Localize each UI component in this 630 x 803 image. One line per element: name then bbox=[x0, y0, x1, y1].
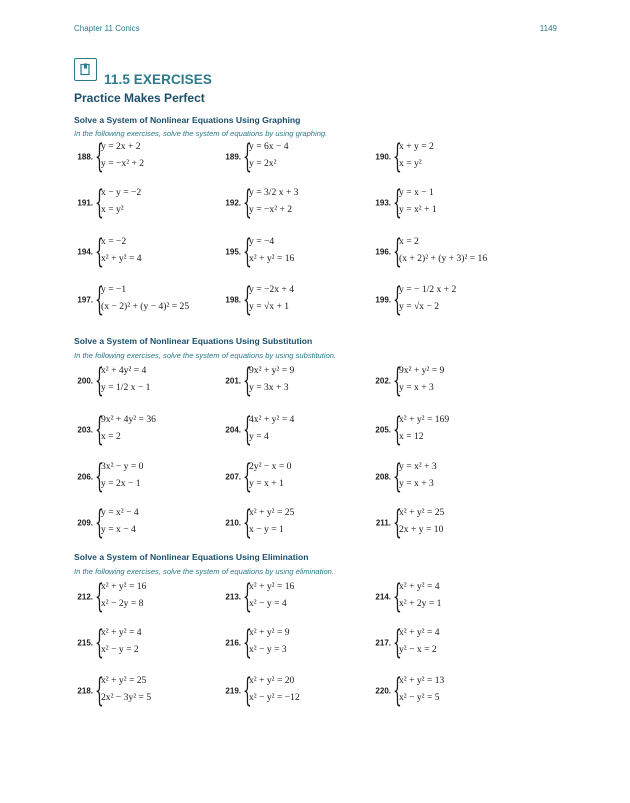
system-brace: { bbox=[243, 136, 252, 175]
problem-number: 216. bbox=[225, 638, 241, 648]
equation: x − y = −2 bbox=[101, 187, 142, 198]
problem-number: 199. bbox=[375, 295, 391, 305]
system-brace: { bbox=[393, 360, 402, 399]
equation: 9x² + y² = 9 bbox=[249, 365, 295, 376]
equation: x² + y² = 25 bbox=[399, 507, 445, 518]
problem-number: 219. bbox=[225, 686, 241, 696]
problem-number: 211. bbox=[375, 518, 391, 528]
equation: x = −2 bbox=[101, 236, 127, 247]
problem-number: 203. bbox=[77, 425, 93, 435]
system-brace: { bbox=[393, 456, 402, 495]
system-brace: { bbox=[393, 622, 402, 661]
equation: x² + y² = 169 bbox=[399, 414, 450, 425]
equation: x² + y² = 20 bbox=[249, 675, 295, 686]
problem-number: 195. bbox=[225, 247, 241, 257]
equation: x² − 2y = 8 bbox=[101, 598, 144, 609]
system-brace: { bbox=[393, 576, 402, 615]
system-brace: { bbox=[243, 670, 252, 709]
problem-number: 220. bbox=[375, 686, 391, 696]
problem-number: 200. bbox=[77, 376, 93, 386]
system-brace: { bbox=[393, 502, 402, 541]
equation: x² − y = 2 bbox=[101, 644, 139, 655]
equation: y = 1/2 x − 1 bbox=[101, 382, 151, 393]
problem-number: 207. bbox=[225, 472, 241, 482]
equation: y = x + 3 bbox=[399, 382, 434, 393]
system-brace: { bbox=[95, 136, 104, 175]
system-brace: { bbox=[95, 409, 104, 448]
equation: x² + y² = 4 bbox=[399, 581, 440, 592]
equation: x² + 2y = 1 bbox=[399, 598, 442, 609]
equation: y = 3x + 3 bbox=[249, 382, 289, 393]
running-header-chapter: Chapter 11 Conics bbox=[74, 24, 140, 33]
equation: x² − y² = −12 bbox=[249, 692, 300, 703]
equation: y = 2x + 2 bbox=[101, 141, 141, 152]
equation: 9x² + 4y² = 36 bbox=[101, 414, 156, 425]
equation: y = −1 bbox=[101, 284, 127, 295]
problem-number: 208. bbox=[375, 472, 391, 482]
equation: x² + y² = 25 bbox=[249, 507, 295, 518]
equation: x² + y² = 9 bbox=[249, 627, 290, 638]
system-brace: { bbox=[393, 670, 402, 709]
equation: y = −2x + 4 bbox=[249, 284, 295, 295]
problem-number: 214. bbox=[375, 592, 391, 602]
equation: x = 12 bbox=[399, 431, 424, 442]
problem-number: 193. bbox=[375, 198, 391, 208]
problem-number: 192. bbox=[225, 198, 241, 208]
system-brace: { bbox=[393, 279, 402, 318]
equation: (x + 2)² + (y + 3)² = 16 bbox=[399, 253, 488, 264]
equation: 2y² − x = 0 bbox=[249, 461, 292, 472]
equation: y = x + 1 bbox=[249, 478, 284, 489]
equation: x² − y = 3 bbox=[249, 644, 287, 655]
equation: x² + y² = 16 bbox=[101, 581, 147, 592]
problem-number: 217. bbox=[375, 638, 391, 648]
problem-number: 188. bbox=[77, 152, 93, 162]
problem-number: 190. bbox=[375, 152, 391, 162]
problem-number: 194. bbox=[77, 247, 93, 257]
section-title: Solve a System of Nonlinear Equations Using Elimination bbox=[74, 552, 309, 562]
problem-number: 218. bbox=[77, 686, 93, 696]
equation: x² + y² = 4 bbox=[101, 253, 142, 264]
problem-number: 209. bbox=[77, 518, 93, 528]
equation: (x − 2)² + (y − 4)² = 25 bbox=[101, 301, 190, 312]
equation: y = 2x − 1 bbox=[101, 478, 141, 489]
problem-number: 213. bbox=[225, 592, 241, 602]
system-brace: { bbox=[95, 279, 104, 318]
equation: x² + y² = 4 bbox=[101, 627, 142, 638]
equation: x² + y² = 16 bbox=[249, 581, 295, 592]
section-instruction: In the following exercises, solve the system of equations by using elimination. bbox=[74, 567, 335, 576]
equation: y = x + 3 bbox=[399, 478, 434, 489]
equation: x² + y² = 16 bbox=[249, 253, 295, 264]
problem-number: 201. bbox=[225, 376, 241, 386]
equation: y² − x = 2 bbox=[399, 644, 437, 655]
system-brace: { bbox=[95, 670, 104, 709]
equation: 9x² + y² = 9 bbox=[399, 365, 445, 376]
system-brace: { bbox=[243, 502, 252, 541]
equation: y = − 1/2 x + 2 bbox=[399, 284, 457, 295]
equation: x + y = 2 bbox=[399, 141, 434, 152]
equation: y = x − 1 bbox=[399, 187, 434, 198]
equation: y = x − 4 bbox=[101, 524, 136, 535]
system-brace: { bbox=[243, 231, 252, 270]
system-brace: { bbox=[95, 576, 104, 615]
problem-number: 191. bbox=[77, 198, 93, 208]
problem-number: 215. bbox=[77, 638, 93, 648]
system-brace: { bbox=[243, 182, 252, 221]
system-brace: { bbox=[243, 409, 252, 448]
problem-number: 189. bbox=[225, 152, 241, 162]
system-brace: { bbox=[393, 136, 402, 175]
equation: x² − y² = 5 bbox=[399, 692, 440, 703]
problem-number: 202. bbox=[375, 376, 391, 386]
exercise-heading: 11.5 EXERCISES bbox=[104, 72, 212, 87]
equation: x = 2 bbox=[399, 236, 419, 247]
pencil-note-icon bbox=[74, 58, 97, 81]
system-brace: { bbox=[95, 622, 104, 661]
system-brace: { bbox=[393, 409, 402, 448]
equation: y = −x² + 2 bbox=[101, 158, 145, 169]
equation: 4x² + y² = 4 bbox=[249, 414, 295, 425]
equation: x² + y² = 25 bbox=[101, 675, 147, 686]
section-title: Solve a System of Nonlinear Equations Using Graphing bbox=[74, 115, 301, 125]
equation: y = x² + 1 bbox=[399, 204, 437, 215]
section-instruction: In the following exercises, solve the system of equations by using graphing. bbox=[74, 129, 328, 138]
equation: x² + 4y² = 4 bbox=[101, 365, 147, 376]
equation: y = −x² + 2 bbox=[249, 204, 293, 215]
equation: y = √x − 2 bbox=[399, 301, 440, 312]
equation: y = 6x − 4 bbox=[249, 141, 289, 152]
equation: x² + y² = 4 bbox=[399, 627, 440, 638]
system-brace: { bbox=[95, 360, 104, 399]
equation: 2x² − 3y² = 5 bbox=[101, 692, 152, 703]
problem-number: 205. bbox=[375, 425, 391, 435]
section-instruction: In the following exercises, solve the system of equations by using substitution. bbox=[74, 351, 337, 360]
problem-number: 196. bbox=[375, 247, 391, 257]
system-brace: { bbox=[243, 279, 252, 318]
system-brace: { bbox=[243, 576, 252, 615]
system-brace: { bbox=[393, 231, 402, 270]
system-brace: { bbox=[393, 182, 402, 221]
system-brace: { bbox=[95, 456, 104, 495]
equation: y = √x + 1 bbox=[249, 301, 290, 312]
equation: y = 2x² bbox=[249, 158, 277, 169]
equation: x = y² bbox=[101, 204, 124, 215]
equation: 2x + y = 10 bbox=[399, 524, 444, 535]
equation: y = x² − 4 bbox=[101, 507, 139, 518]
system-brace: { bbox=[243, 360, 252, 399]
problem-number: 198. bbox=[225, 295, 241, 305]
problem-number: 197. bbox=[77, 295, 93, 305]
equation: y = −4 bbox=[249, 236, 275, 247]
equation: 3x² − y = 0 bbox=[101, 461, 144, 472]
equation: x² + y² = 13 bbox=[399, 675, 445, 686]
equation: x² − y = 4 bbox=[249, 598, 287, 609]
section-title: Solve a System of Nonlinear Equations Using Substitution bbox=[74, 336, 313, 346]
equation: x = 2 bbox=[101, 431, 121, 442]
practice-heading: Practice Makes Perfect bbox=[74, 91, 205, 105]
equation: y = 4 bbox=[249, 431, 269, 442]
page-number: 1149 bbox=[539, 24, 557, 33]
equation: y = x² + 3 bbox=[399, 461, 437, 472]
problem-number: 206. bbox=[77, 472, 93, 482]
equation: y = 3/2 x + 3 bbox=[249, 187, 299, 198]
problem-number: 204. bbox=[225, 425, 241, 435]
equation: x − y = 1 bbox=[249, 524, 284, 535]
equation: x = y² bbox=[399, 158, 422, 169]
problem-number: 212. bbox=[77, 592, 93, 602]
system-brace: { bbox=[243, 622, 252, 661]
system-brace: { bbox=[95, 231, 104, 270]
system-brace: { bbox=[95, 182, 104, 221]
system-brace: { bbox=[95, 502, 104, 541]
problem-number: 210. bbox=[225, 518, 241, 528]
system-brace: { bbox=[243, 456, 252, 495]
